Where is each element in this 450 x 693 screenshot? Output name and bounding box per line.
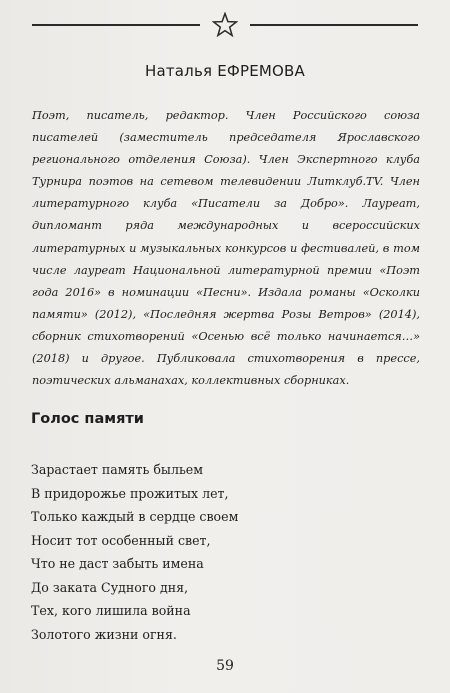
poem-title: Голос памяти — [31, 411, 144, 427]
poem-line: Тех, кого лишила война — [31, 603, 191, 618]
poem-line: Золотого жизни огня. — [31, 626, 177, 642]
poem-line: Что не даст забыть имена — [31, 556, 204, 571]
poem-line: Только каждый в сердце своем — [31, 509, 239, 524]
poem-line: Носит тот особенный свет, — [31, 532, 211, 548]
poem-body — [31, 458, 238, 646]
author-bio: Поэт, писатель, редактор. Член Российского союза писателей (заместитель председателя Ярославского регионального отделения Союза). Член Экспертного клуба Турнира поэтов на сетевом телевидении Литклуб.TV. Член литературного клуба «Писатели за Добро». Лауреат, дипломант ряда международных и всероссийских литературных и музыкальных конкурсов и фестивалей, в том числе лауреат Национальной литературной премии «Поэт года 2016» в номинации «Песни». Издала романы «Осколки памяти» (2012), «Последняя жертва Розы Ветров» (2014), сборник стихотворений «Осенью всё только начинается…» (2018) и другое. Публиковала стихотворения в прессе, поэтических альманахах, коллективных сборниках. — [32, 109, 420, 388]
page-number: 59 — [216, 658, 234, 674]
header-rule-right — [250, 24, 418, 26]
poem-line: До заката Судного дня, — [31, 579, 189, 595]
author-name: Наталья ЕФРЕМОВА — [144, 62, 306, 80]
poem-line: Зарастает память быльем — [31, 462, 204, 477]
header-rule-left — [32, 24, 200, 26]
poem-line: В придорожье прожитых лет, — [31, 485, 229, 501]
star-icon — [212, 12, 238, 38]
header-ornament — [32, 18, 418, 32]
